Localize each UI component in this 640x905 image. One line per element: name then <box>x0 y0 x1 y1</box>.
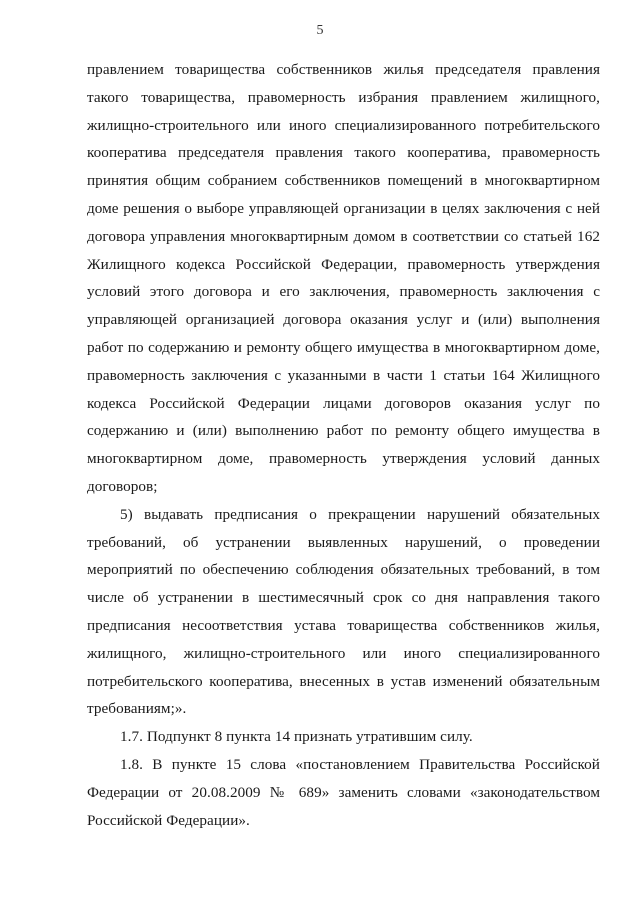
paragraph-1-8: 1.8. В пункте 15 слова «постановлением Правительства Российской Федерации от 20.08.2009 № 689» заменить словами «законодательством Российской Федерации». <box>87 755 600 829</box>
paragraph-1-7: 1.7. Подпункт 8 пункта 14 признать утратившим силу. <box>120 728 473 746</box>
page-number: 5 <box>316 23 324 38</box>
paragraph-continuation: правлением товарищества собственников жилья председателя правления такого товарищества, правомерность избрания правлением жилищного, жилищно-строительного или иного специализированного потребительского кооператива председателя правления такого кооператива, правомерность принятия общим собранием собственников помещений в многоквартирном доме решения о выборе управляющей организации в целях заключения с ней договора управления многоквартирным домом в соответствии со статьей 162 Жилищного кодекса Российской Федерации, правомерность утверждения условий этого договора и его заключения, правомерность заключения с управляющей организацией договора оказания услуг и (или) выполнения работ по содержанию и ремонту общего имущества в многоквартирном доме, правомерность заключения с указанными в части 1 статьи 164 Жилищного кодекса Российской Федерации лицами договоров оказания услуг по содержанию и (или) выполнению работ по ремонту общего имущества в многоквартирном доме, правомерность утверждения условий данных договоров; <box>87 61 600 495</box>
document-body <box>87 56 600 834</box>
paragraph-item-5: 5) выдавать предписания о прекращении нарушений обязательных требований, об устранении выявленных нарушений, о проведении мероприятий по обеспечению соблюдения обязательных требований, в том числе об устранении в шестимесячный срок со дня направления такого предписания несоответствия устава товарищества собственников жилья, жилищного, жилищно-строительного или иного специализированного потребительского кооператива, внесенных в устав изменений обязательным требованиям;». <box>87 505 600 718</box>
